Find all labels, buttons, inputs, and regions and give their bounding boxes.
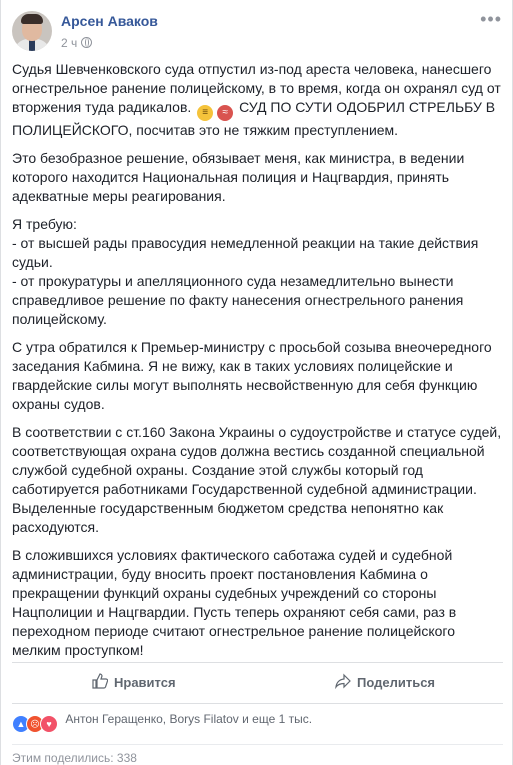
paragraph-6: В сложившихся условиях фактического саботажа судей и судебной администрации, буду вносить проект постановления Кабмина о прекращении функций охраны судебных учреждений со стороны Нацполиции и Нацгвардии. Пусть теперь охраняют себя сами, раз в переходном периоде считают огнестрельное ранение полицейского мелким проступком! bbox=[12, 547, 457, 658]
paragraph-1-text-a: Судья Шевченковского суда отпустил из-под ареста человека, нанесшего огнестрельное ранение полицейскому, в то время, когда он охранял суд от вторжения туда радикалов. bbox=[12, 61, 501, 115]
action-bar bbox=[12, 662, 503, 704]
paragraph-1-text-b: СУД ПО СУТИ ОДОБРИЛ СТРЕЛЬБУ В ПОЛИЦЕЙСКОГО, посчитав это не тяжким преступлением. bbox=[12, 99, 496, 138]
paragraph-3-line-1: Я требую: bbox=[12, 216, 77, 232]
shares-count[interactable]: Этим поделились: 338 bbox=[12, 744, 503, 765]
like-reaction-icon: ▲ bbox=[12, 715, 30, 733]
paragraph-1 bbox=[12, 60, 503, 140]
like-button[interactable] bbox=[92, 673, 176, 694]
post-time[interactable]: 2 ч bbox=[61, 36, 78, 50]
author-name[interactable]: Арсен Аваков bbox=[61, 13, 158, 29]
like-label: Нравится bbox=[114, 675, 176, 690]
post-header bbox=[1, 0, 512, 60]
angry-face-emoji-icon: ≈ bbox=[217, 105, 233, 121]
paragraph-3 bbox=[12, 215, 503, 329]
paragraph-2: Это безобразное решение, обязывает меня, как министра, в ведении которого находится Национальная полиция и Нацгвардия, принять адекватные меры реагирования. bbox=[12, 150, 465, 204]
love-reaction-icon: ♥ bbox=[40, 715, 58, 733]
more-dots-icon[interactable]: ••• bbox=[480, 9, 502, 29]
paragraph-3-line-3: - от прокуратуры и апелляционного суда незамедлительно вынести справедливое решение по факту нанесения огнестрельного ранения полицейскому. bbox=[12, 273, 464, 327]
paragraph-5: В соответствии с ст.160 Закона Украины о судоустройстве и статусе судей, соответствующая охрана судов должна вестись созданной специальной службой судебной охраны. Создание этой службы который год саботируется работниками Государственной судебной администрации. Выделенные государственным бюджетом средства непонятно как расходуются. bbox=[12, 424, 502, 535]
share-arrow-icon bbox=[335, 673, 351, 694]
thumbs-up-icon bbox=[92, 673, 108, 694]
share-label: Поделиться bbox=[357, 675, 436, 690]
post-meta bbox=[61, 36, 92, 50]
reaction-names[interactable]: Антон Геращенко, Borys Filatov и еще 1 тыс. bbox=[65, 712, 313, 726]
avatar[interactable] bbox=[12, 11, 52, 51]
globe-icon[interactable] bbox=[81, 37, 92, 48]
share-button[interactable] bbox=[335, 673, 435, 694]
angry-reaction-icon: ☹ bbox=[26, 715, 44, 733]
grimacing-emoji-icon: ≡ bbox=[197, 105, 213, 121]
reactions-summary[interactable] bbox=[12, 712, 312, 733]
paragraph-3-line-2: - от высшей рады правосудия немедленной реакции на такие действия судьи. bbox=[12, 235, 479, 270]
post-body bbox=[12, 60, 503, 669]
paragraph-4: С утра обратился к Премьер-министру с просьбой созыва внеочередного заседания Кабмина. Я не вижу, как в таких условиях полицейские и гвардейские силы могут выполнять несвойственную для себя функцию охраны судов. bbox=[12, 339, 492, 412]
